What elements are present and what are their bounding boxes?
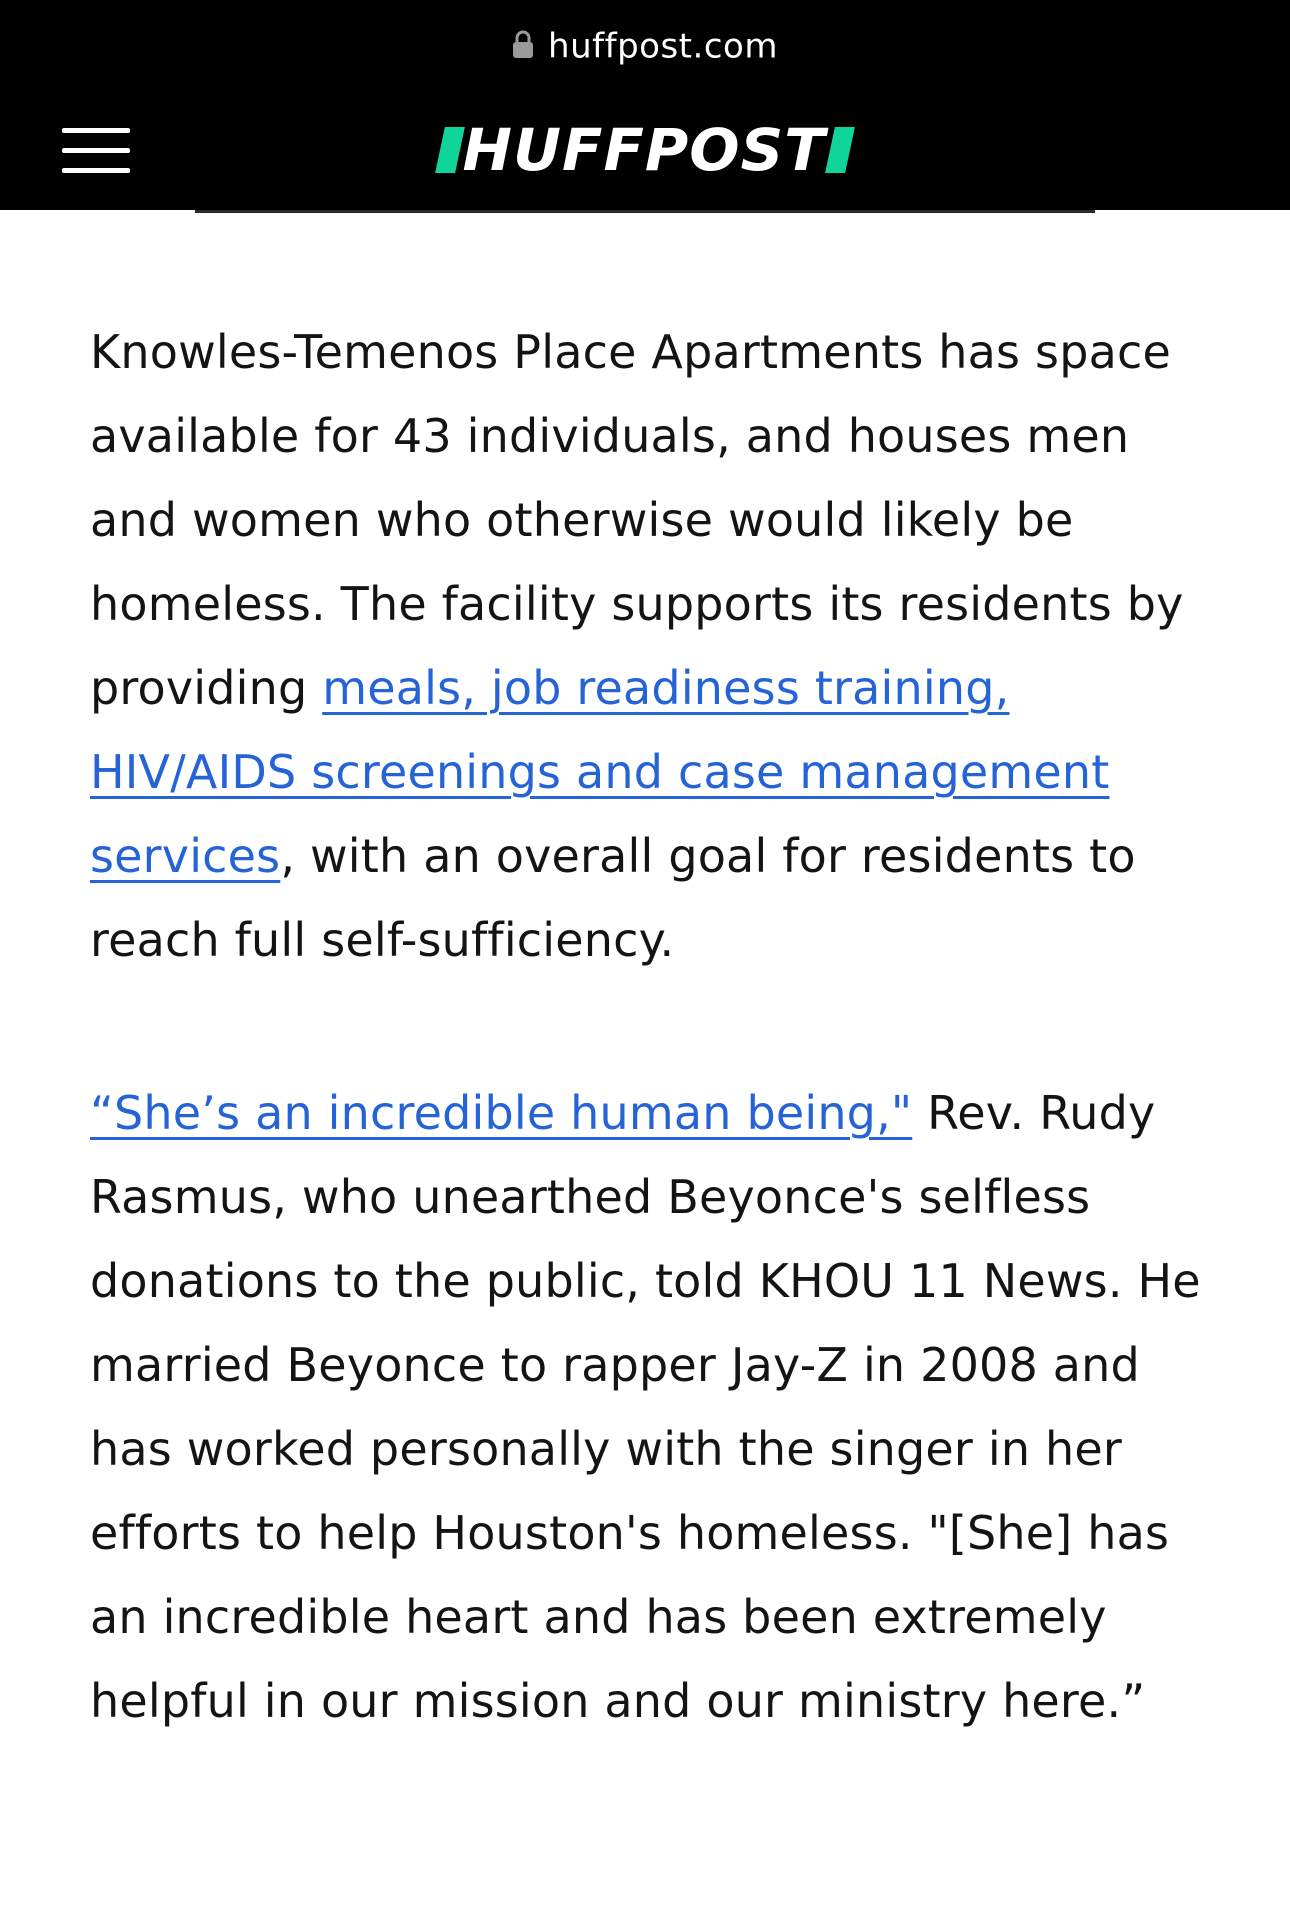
quote-link[interactable]: “She’s an incredible human being," xyxy=(90,1086,913,1140)
address-bar[interactable] xyxy=(0,22,1290,70)
url-text: huffpost.com xyxy=(548,26,778,67)
logo-accent-bar-right xyxy=(825,127,855,173)
image-bottom-edge xyxy=(195,210,1095,213)
services-link[interactable]: meals, job readiness training, HIV/AIDS screenings and case management services xyxy=(90,661,1110,883)
logo-accent-bar-left xyxy=(435,127,465,173)
lock-icon xyxy=(512,29,534,59)
logo-text: HUFFPOST xyxy=(462,116,826,184)
hamburger-menu-icon[interactable] xyxy=(62,128,130,174)
top-bar xyxy=(0,0,1290,210)
paragraph-quote xyxy=(90,1071,1210,1743)
paragraph-text: Rev. Rudy Rasmus, who unearthed Beyonce's selfless donations to the public, told KHOU 11 News. He married Beyonce to rapper Jay-Z in 2008 and has worked personally with the singer in her efforts to help Houston's homeless. "[She] has an incredible heart and has been extremely helpful in our mission and our ministry here.” xyxy=(90,1086,1201,1728)
article-body xyxy=(90,310,1210,1743)
paragraph-text: , with an overall goal for residents to reach full self-sufficiency. xyxy=(90,829,1136,967)
paragraph-text: Knowles-Temenos Place Apartments has space available for 43 individuals, and houses men and women who otherwise would likely be homeless. The facility supports its residents by providing xyxy=(90,325,1184,715)
paragraph-housing xyxy=(90,310,1210,982)
huffpost-logo[interactable] xyxy=(440,116,850,184)
